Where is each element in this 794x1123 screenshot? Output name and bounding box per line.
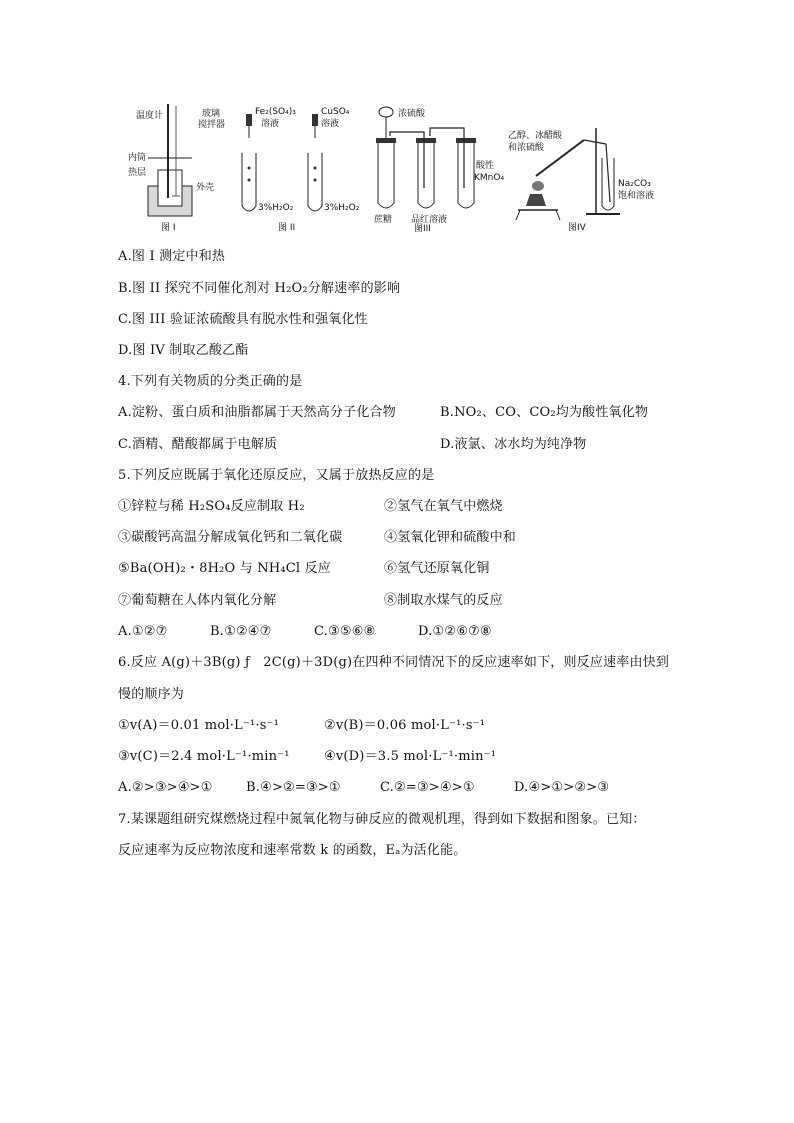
fig1-label-inner-cup: 内筒 (128, 153, 147, 163)
q6-stem-line-2: 慢的顺序为 (118, 687, 185, 702)
fig4-caption: 图IV (568, 223, 586, 233)
fig4-label-reactants: 乙醇、冰醋酸 (508, 131, 563, 141)
q5-items-row-1 (118, 498, 503, 516)
q7-line-2: 反应速率为反应物浓度和速率常数 k 的函数，Eₐ为活化能。 (118, 843, 467, 858)
q5-stem: 5.下列反应既属于氧化还原反应，又属于放热反应的是 (118, 468, 435, 483)
q6-rate-1: ①v(A)＝0.01 mol·L⁻¹·s⁻¹ (118, 718, 280, 733)
q5-item-5: ⑤Ba(OH)₂・8H₂O 与 NH₄Cl 反应 (118, 561, 332, 576)
experiment-figures (128, 98, 668, 234)
q4-option-b: B.NO₂、CO、CO₂均为酸性氧化物 (440, 405, 649, 420)
dropper-fe (246, 114, 252, 126)
q3-option-a: A.图 I 测定中和热 (118, 249, 226, 264)
dropper-cu (312, 114, 318, 126)
fig4-label-na2co3: Na₂CO₃ (618, 179, 651, 189)
fig2-label-h2o2-2: 3%H₂O₂ (324, 203, 360, 213)
figure-4-ester-preparation (508, 128, 654, 233)
q4-options-row-1 (118, 404, 649, 422)
figure-2-catalyst-tubes (242, 107, 360, 233)
fig2-label-solution-2: 溶液 (321, 119, 340, 129)
q4-option-a: A.淀粉、蛋白质和油脂都属于天然高分子化合物 (118, 405, 396, 420)
fig2-label-fe-sulfate: Fe₂(SO₄)₃ (255, 107, 296, 117)
q5-item-7: ⑦葡萄糖在人体内氧化分解 (118, 593, 277, 608)
q7-line-1: 7.某课题组研究煤燃烧过程中氮氧化物与砷反应的微观机理，得到如下数据和图象。已知： (118, 812, 646, 827)
figure-3-sulfuric-acid (374, 107, 504, 234)
fig3-caption: 图III (414, 224, 431, 234)
fig1-label-glass: 玻璃 (202, 109, 221, 119)
q6-rate-4: ④v(D)＝3.5 mol·L⁻¹·min⁻¹ (324, 749, 497, 764)
fig3-label-sucrose: 蔗糖 (374, 215, 393, 225)
fig3-label-magenta: 品红溶液 (411, 215, 448, 225)
fig3-label-acidic: 酸性 (476, 161, 495, 171)
fig1-label-stirrer: 搅拌器 (198, 120, 226, 130)
fig3-label-kmno4: KMnO₄ (474, 173, 505, 183)
q5-items-row-2 (118, 529, 517, 547)
q5-option-b: B.①②④⑦ (210, 624, 272, 639)
q3-option-b: B.图 II 探究不同催化剂对 H₂O₂分解速率的影响 (118, 281, 401, 296)
q4-options-row-2 (118, 436, 587, 454)
tube-fe (242, 153, 256, 211)
q6-rates-row-1 (118, 717, 486, 735)
delivery-tube (584, 140, 606, 144)
experiment-figures-svg (128, 98, 668, 234)
fig2-label-cu-sulfate: CuSO₄ (321, 107, 350, 117)
fig1-label-heat-layer: 热层 (128, 168, 147, 178)
q5-item-2: ②氢气在氧气中燃烧 (384, 499, 503, 514)
q5-option-d: D.①②⑥⑦⑧ (418, 624, 492, 639)
fig2-caption: 图 II (278, 223, 296, 233)
fig2-label-solution-1: 溶液 (261, 119, 280, 129)
alcohol-lamp (526, 194, 546, 206)
q5-option-c: C.③⑤⑥⑧ (314, 624, 376, 639)
fig3-label-conc-acid: 浓硫酸 (398, 109, 426, 119)
tube-magenta (418, 142, 434, 208)
q5-items-row-3 (118, 560, 490, 578)
fig4-label-conc-acid: 和浓硫酸 (508, 143, 545, 153)
tube-sucrose (378, 142, 394, 208)
q6-option-a: A.②>③>④>① (118, 780, 213, 795)
q6-rate-2: ②v(B)＝0.06 mol·L⁻¹·s⁻¹ (324, 718, 486, 733)
q5-item-6: ⑥氢气还原氧化铜 (384, 561, 490, 576)
q5-item-4: ④氢氧化钾和硫酸中和 (384, 530, 517, 545)
q6-stem-line-1: 6.反应 A(g)＋3B(g) ƒ 2C(g)＋3D(g)在四种不同情况下的反应速率如下，则反应速率由快到 (118, 655, 670, 670)
q6-option-b: B.④>②=③>① (246, 780, 341, 795)
q5-item-1: ①锌粒与稀 H₂SO₄反应制取 H₂ (118, 499, 305, 514)
q4-option-c: C.酒精、醋酸都属于电解质 (118, 437, 278, 452)
fig2-label-h2o2-1: 3%H₂O₂ (258, 203, 294, 213)
q3-option-c: C.图 III 验证浓硫酸具有脱水性和强氧化性 (118, 312, 368, 327)
fig1-label-thermometer: 温度计 (136, 111, 164, 121)
fig1-caption: 图 I (161, 223, 176, 233)
q3-option-d: D.图 IV 制取乙酸乙酯 (118, 343, 249, 358)
q6-option-d: D.④>①>②>③ (514, 780, 610, 795)
calorimeter-inner-cup (158, 170, 182, 206)
flame (532, 181, 544, 191)
q6-rate-3: ③v(C)＝2.4 mol·L⁻¹·min⁻¹ (118, 749, 290, 764)
q4-option-d: D.液氯、冰水均为纯净物 (440, 437, 587, 452)
tube-kmno4 (458, 142, 474, 208)
q5-items-row-4 (118, 592, 503, 610)
q6-option-c: C.②=③>④>① (380, 780, 475, 795)
q5-item-8: ⑧制取水煤气的反应 (384, 593, 503, 608)
tube-cu (308, 153, 322, 211)
q6-rates-row-2 (118, 748, 497, 766)
q5-option-a: A.①②⑦ (118, 624, 168, 639)
fig4-label-saturated: 饱和溶液 (618, 191, 655, 201)
figure-1-calorimeter (128, 104, 225, 233)
fig1-label-shell: 外壳 (196, 183, 215, 193)
q4-stem: 4.下列有关物质的分类正确的是 (118, 374, 303, 389)
separatory-funnel (379, 107, 393, 117)
q5-item-3: ③碳酸钙高温分解成氧化钙和二氧化碳 (118, 530, 343, 545)
